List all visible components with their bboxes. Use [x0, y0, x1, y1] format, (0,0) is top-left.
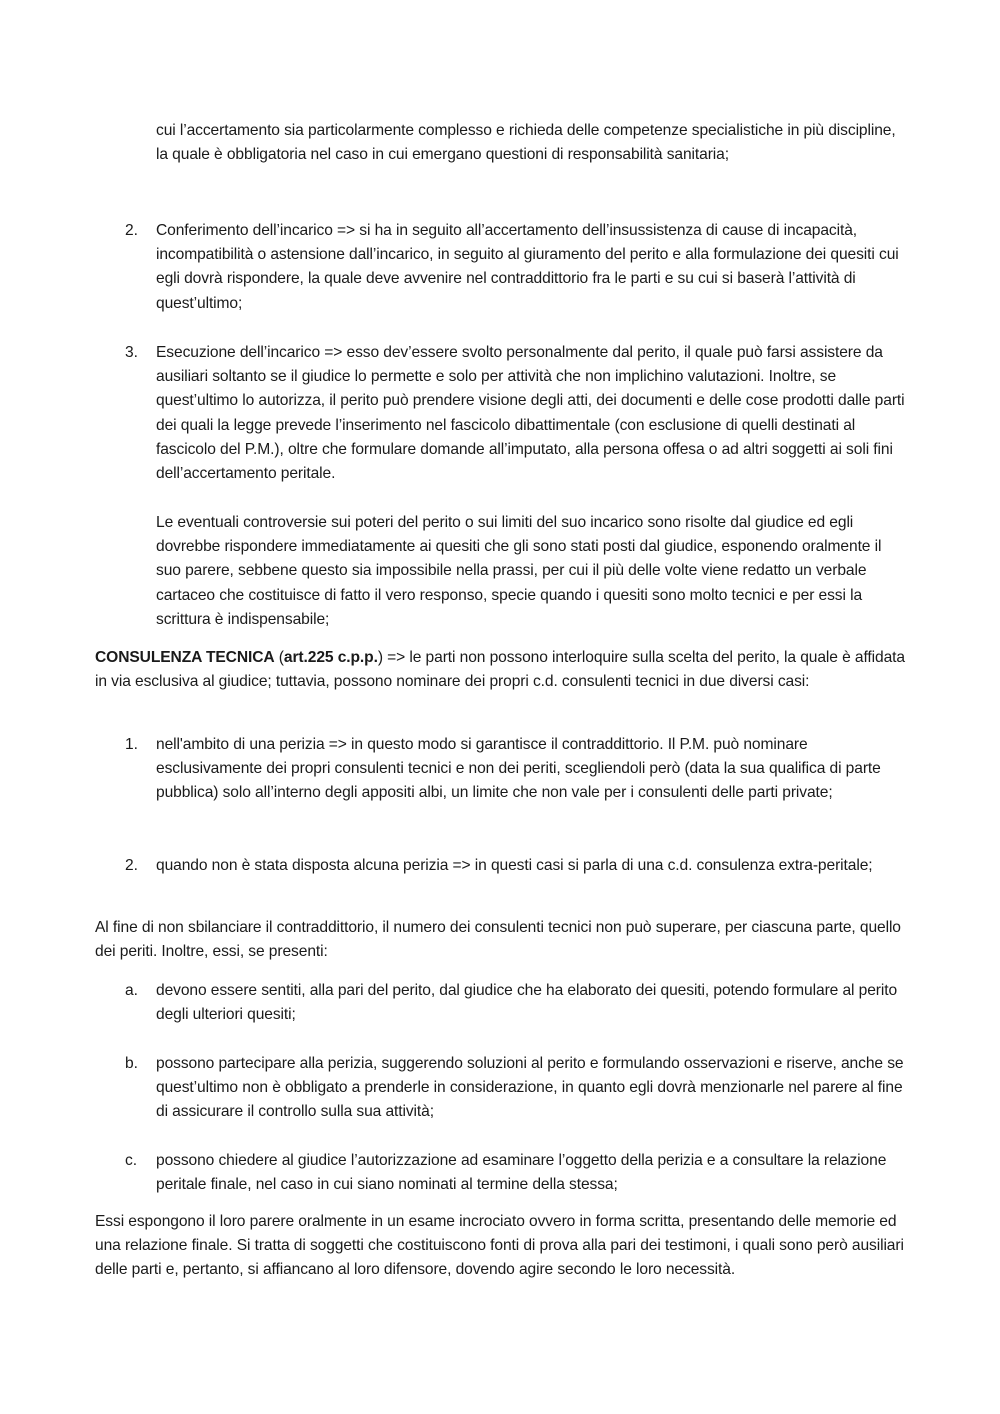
list-item-text: quando non è stata disposta alcuna perizia => in questi casi si parla di una c.d. consulenza extra-peritale; — [156, 857, 873, 874]
list-marker: c. — [125, 1152, 137, 1169]
list-item-text: Conferimento dell’incarico => si ha in seguito all’accertamento dell’insussistenza di cause di incapacità, incompatibilità o astensione dall’incarico, in seguito al giuramento del perito e alla formulazione dei quesiti cui egli dovrà rispondere, la quale deve avvenire nel contraddittorio fra le parti e su cui si baserà l’attività di quest’ultimo; — [156, 222, 899, 312]
list-item-extra-peritale — [95, 854, 910, 878]
continuation-paragraph: cui l’accertamento sia particolarmente complesso e richieda delle competenze specialistiche in più discipline, la quale è obbligatoria nel caso in cui emergano questioni di responsabilità sanitaria; — [156, 122, 896, 164]
list-item-conferimento — [95, 219, 910, 316]
heading-close-paren: ) — [377, 649, 383, 666]
list-item-a — [95, 979, 910, 1027]
list-item-text: possono chiedere al giudice l’autorizzazione ad esaminare l’oggetto della perizia e a consultare la relazione peritale finale, nel caso in cui siano nominati al termine della stessa; — [156, 1152, 887, 1194]
consulenza-tecnica-paragraph — [95, 646, 910, 694]
list-item-perizia — [95, 733, 910, 806]
list-item-c — [95, 1149, 910, 1197]
list-marker: b. — [125, 1055, 138, 1072]
list-item-esecuzione — [95, 341, 910, 486]
list-marker: 2. — [125, 222, 138, 239]
list-marker: a. — [125, 982, 138, 999]
list-item-text: nell'ambito di una perizia => in questo modo si garantisce il contraddittorio. Il P.M. può nominare esclusivamente dei propri consulenti tecnici e non dei periti, scegliendoli però (data la sua qualifica di parte pubblica) solo all’interno degli appositi albi, un limite che non vale per i consulenti delle parti private; — [156, 736, 881, 802]
list-marker: 2. — [125, 857, 138, 874]
list-item-text: possono partecipare alla perizia, suggerendo soluzioni al perito e formulando osservazioni e riserve, anche se quest’ultimo non è obbligato a prenderle in considerazione, in quanto egli dovrà menzionarle nel parere al fine di assicurare il controllo sulla sua attività; — [156, 1055, 904, 1121]
list-marker: 1. — [125, 736, 138, 753]
list-item-text: Esecuzione dell’incarico => esso dev’essere svolto personalmente dal perito, il quale può farsi assistere da ausiliari soltanto se il giudice lo permette e solo per attività che non implichino valutazioni. Inoltre, se quest’ultimo lo autorizza, il perito può prendere visione degli atti, dei documenti e delle cose prodotti dalle parti dei quali la legge prevede l’inserimento nel fascicolo dibattimentale (con esclusione di quelli destinati al fascicolo del P.M.), oltre che formulare domande all’imputato, alla persona offesa o ad altri soggetti ai soli fini dell’accertamento peritale. — [156, 344, 905, 483]
section-heading: CONSULENZA TECNICA — [95, 649, 275, 666]
list-item-text: devono essere sentiti, alla pari del perito, dal giudice che ha elaborato dei quesiti, potendo formulare al perito degli ulteriori quesiti; — [156, 982, 898, 1024]
final-paragraph: Essi espongono il loro parere oralmente in un esame incrociato ovvero in forma scritta, presentando delle memorie ed una relazione finale. Si tratta di soggetti che costituiscono fonti di prova alla pari dei testimoni, i quali sono però ausiliari delle parti e, pertanto, si affiancano al loro difensore, dovendo agire secondo le loro necessità. — [95, 1213, 904, 1279]
section-text: => le parti non possono interloquire sulla scelta del perito, la quale è affidata in via esclusiva al giudice; tuttavia, possono nominare dei propri c.d. consulenti tecnici in due diversi casi: — [95, 649, 905, 691]
article-reference: art.225 c.p.p. — [283, 649, 378, 666]
list-item-b — [95, 1052, 910, 1125]
contraddittorio-paragraph: Al fine di non sbilanciare il contraddittorio, il numero dei consulenti tecnici non può superare, per ciascuna parte, quello dei periti. Inoltre, essi, se presenti: — [95, 919, 901, 961]
heading-open-paren: ( — [274, 649, 284, 666]
list-marker: 3. — [125, 344, 138, 361]
controversie-paragraph: Le eventuali controversie sui poteri del perito o sui limiti del suo incarico sono risolte dal giudice ed egli dovrebbe rispondere immediatamente ai quesiti che gli sono stati posti dal giudice, esponendo oralmente il suo parere, sebbene questo sia impossibile nella prassi, per cui il più delle volte viene redatto un verbale cartaceo che costituisce di fatto il vero responso, specie quando i quesiti sono molto tecnici e per essi la scrittura è indispensabile; — [156, 514, 882, 628]
